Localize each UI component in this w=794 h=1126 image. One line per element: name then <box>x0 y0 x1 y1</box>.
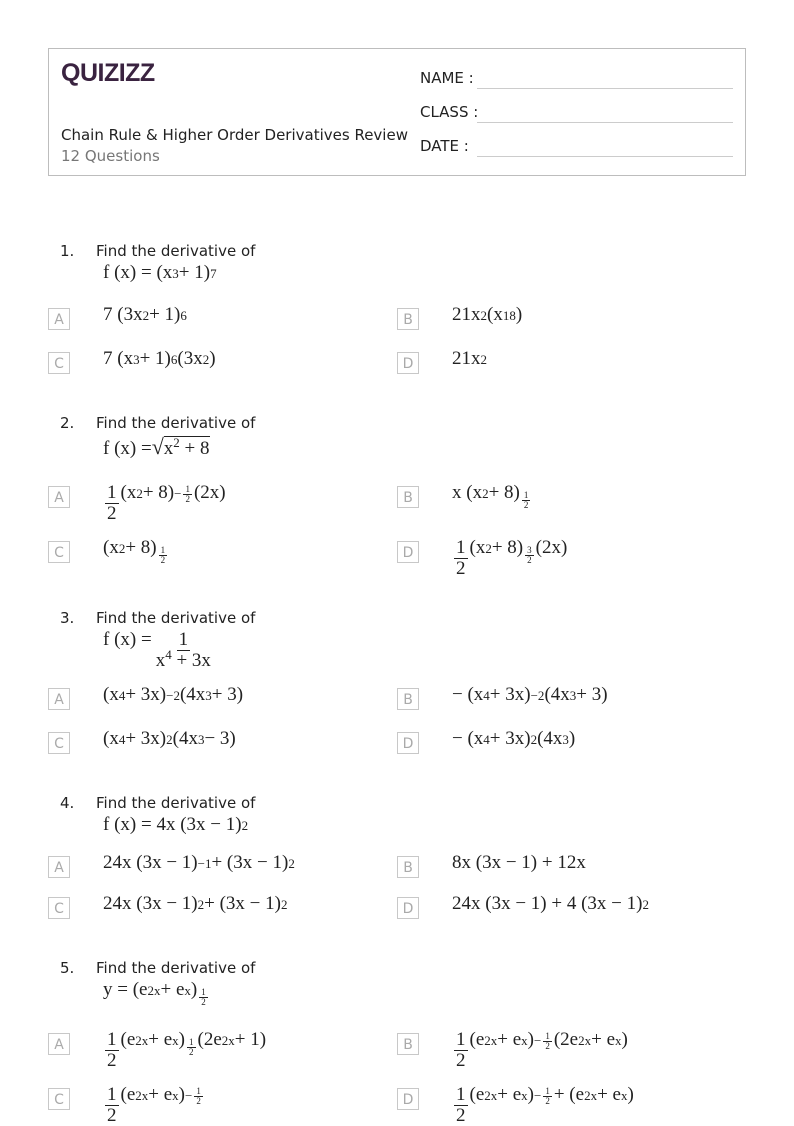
math-text: − (x <box>452 728 484 749</box>
math-text: 1 <box>107 1084 117 1105</box>
math-text: 2 <box>527 555 532 565</box>
math-text: 2 <box>107 502 117 524</box>
denominator <box>454 559 468 579</box>
math-text: + e <box>148 1084 173 1105</box>
option-expression: 24x (3x − 1) −1 + (3x − 1) 2 <box>103 852 295 873</box>
question-expression <box>103 629 215 671</box>
question-number: 1. <box>60 242 75 260</box>
option-letter-box[interactable]: D <box>397 732 419 754</box>
math-text: f (x) = <box>103 629 152 650</box>
math-text: 2 <box>523 500 529 510</box>
math-text: + 3x) <box>489 728 531 749</box>
option-expression: 7 (x 3 + 1) 6 (3x 2 ) <box>103 348 216 369</box>
math-text: 2 <box>545 1095 550 1106</box>
denominator <box>543 1042 552 1051</box>
date-line <box>477 156 733 157</box>
option-expression <box>452 852 586 874</box>
math-text: + 3) <box>576 684 608 705</box>
math-text: 24x (3x − 1) + 4 (3x − 1) <box>452 893 643 914</box>
math-text: (e <box>120 1084 136 1105</box>
math-text: + e <box>497 1029 522 1050</box>
math-text: + e <box>160 979 185 1000</box>
math-text: (e <box>469 1084 485 1105</box>
option-expression: $\frac{1}{2}$ (e 2x + e x ) − $\frac{1}{2}$ <box>103 1084 205 1126</box>
option-letter-box[interactable]: B <box>397 688 419 710</box>
option-letter-box[interactable]: A <box>48 308 70 330</box>
option-letter-box[interactable]: A <box>48 1033 70 1055</box>
math-text: + e <box>497 1084 522 1105</box>
math-text: 2 <box>196 1095 201 1106</box>
option-letter-box[interactable]: B <box>397 856 419 878</box>
math-text: 1 <box>196 1085 201 1096</box>
math-text: (4x <box>537 728 563 749</box>
exponent <box>197 988 210 1007</box>
fraction <box>105 1085 119 1126</box>
question-number: 5. <box>60 959 75 977</box>
math-text: ) <box>527 1084 534 1105</box>
math-text: (2e <box>553 1029 579 1050</box>
option-letter-box[interactable]: B <box>397 1033 419 1055</box>
math-text: x <box>155 649 166 671</box>
math-text: + 1) <box>139 348 171 369</box>
question-expression: f (x) = 4x (3x − 1) 2 <box>103 814 249 835</box>
math-text: + 8 <box>179 438 210 459</box>
question-number: 2. <box>60 414 75 432</box>
math-text: ) <box>178 1084 185 1105</box>
fraction <box>522 491 531 510</box>
math-text: 1 <box>185 483 190 494</box>
radical-sign-icon: √ <box>151 434 164 459</box>
option-expression: $\frac{1}{2}$ (e 2x + e x ) − $\frac{1}{2}$ + (e 2x + e x ) <box>456 1084 634 1126</box>
math-text: 1 <box>160 545 166 555</box>
math-text: + 3x <box>171 649 211 671</box>
math-text: + e <box>591 1029 616 1050</box>
name-label: NAME : <box>420 69 474 87</box>
option-expression: $\frac{1}{2}$ (x 2 + 8) − $\frac{1}{2}$ (2x) <box>107 482 226 524</box>
option-letter-box[interactable]: D <box>397 897 419 919</box>
class-label: CLASS : <box>420 103 479 121</box>
math-text: (2x) <box>193 482 226 503</box>
option-letter-box[interactable]: C <box>48 732 70 754</box>
denominator: x $^4$ + 3x <box>155 646 211 671</box>
worksheet-title: Chain Rule & Higher Order Derivatives Review <box>61 126 408 144</box>
fraction <box>105 1030 119 1071</box>
math-text: f (x) = <box>103 438 152 459</box>
exponent <box>157 546 170 565</box>
exponent: − $\frac{1}{2}$ <box>174 483 190 504</box>
math-text: 1 <box>178 629 189 650</box>
exponent <box>520 491 533 510</box>
math-text: 1 <box>189 1037 194 1047</box>
fraction <box>454 538 468 579</box>
option-expression: (x 4 + 3x) 2 (4x 3 − 3) <box>103 728 236 749</box>
denominator <box>194 1097 203 1106</box>
question-expression: f (x) = (x 3 + 1) 7 <box>103 262 217 283</box>
math-text: + 8) <box>491 537 524 558</box>
math-text: ) <box>515 304 523 325</box>
question-text: Find the derivative of <box>96 242 256 260</box>
math-text: 2 <box>545 1040 550 1051</box>
math-text: f (x) = (x <box>103 262 173 283</box>
math-text: (x <box>469 537 486 558</box>
math-text: + 1) <box>149 304 181 325</box>
math-text: + 3x) <box>125 684 167 705</box>
question-text: Find the derivative of <box>96 794 256 812</box>
exponent: − $\frac{1}{2}$ <box>185 1085 201 1106</box>
denominator <box>454 1051 468 1071</box>
fraction <box>194 1087 203 1106</box>
math-text: 2 <box>201 997 206 1007</box>
question-number: 3. <box>60 609 75 627</box>
worksheet-header <box>48 48 746 176</box>
math-text: 1 <box>545 1085 550 1096</box>
option-letter-box[interactable]: C <box>48 1088 70 1110</box>
math-text: + (3x − 1) <box>204 893 281 914</box>
math-text: 24x (3x − 1) <box>103 852 198 873</box>
math-text: 7 (3x <box>103 304 143 325</box>
numerator <box>454 1085 468 1106</box>
radicand: x $^2$ + 8 <box>163 434 210 459</box>
option-letter-box[interactable]: C <box>48 897 70 919</box>
math-text: (4x <box>544 684 570 705</box>
math-text: (3x <box>177 348 203 369</box>
question-number: 4. <box>60 794 75 812</box>
option-expression: (x 2 + 8) $_{\frac{1}{2}}$ <box>103 537 169 565</box>
exponent: − $\frac{1}{2}$ <box>534 1030 550 1051</box>
denominator <box>543 1097 552 1106</box>
math-text: 7 (x <box>103 348 134 369</box>
math-text: 2 <box>189 1047 194 1057</box>
math-text: − (x <box>452 684 484 705</box>
math-text: + 8) <box>125 537 157 558</box>
fraction <box>543 1032 552 1051</box>
numerator <box>105 483 119 504</box>
fraction <box>525 546 534 565</box>
option-letter-box[interactable]: C <box>48 352 70 374</box>
denominator <box>105 504 119 524</box>
math-text: + e <box>597 1084 621 1105</box>
name-line <box>477 88 733 89</box>
fraction <box>199 988 208 1007</box>
exponent <box>523 546 536 565</box>
math-text: + 1) <box>178 262 211 283</box>
math-text: + 8) <box>488 482 520 503</box>
numerator <box>105 1085 119 1106</box>
numerator <box>454 1030 468 1051</box>
math-text: (x <box>103 728 119 749</box>
question-text: Find the derivative of <box>96 959 256 977</box>
option-letter-box[interactable]: A <box>48 688 70 710</box>
option-expression: $\frac{1}{2}$ (e 2x + e x ) − $\frac{1}{2}$ (2e 2x + e x ) <box>456 1029 628 1071</box>
option-letter-box[interactable]: C <box>48 541 70 563</box>
name-field[interactable] <box>420 69 474 87</box>
math-text: + (3x − 1) <box>211 852 289 873</box>
math-text: (e <box>469 1029 485 1050</box>
option-letter-box[interactable]: D <box>397 541 419 563</box>
option-expression: 7 (3x 2 + 1) 6 <box>103 304 187 325</box>
math-text: 24x (3x − 1) <box>103 893 198 914</box>
question-text: Find the derivative of <box>96 609 256 627</box>
numerator <box>177 630 191 651</box>
math-text: 3 <box>527 545 532 555</box>
math-text: ) <box>178 1029 185 1050</box>
math-text: 1 <box>523 490 529 500</box>
math-text: + 3x) <box>125 728 167 749</box>
math-text: 1 <box>456 537 466 558</box>
math-text: 1 <box>545 1030 550 1041</box>
denominator <box>187 1048 196 1057</box>
math-text: ) <box>627 1084 634 1105</box>
option-letter-box[interactable]: A <box>48 486 70 508</box>
quizizz-logo: QUIZIZZ <box>61 59 155 87</box>
fraction <box>454 1030 468 1071</box>
math-text: f (x) = 4x (3x − 1) <box>103 814 242 835</box>
math-text: ) <box>190 979 198 1000</box>
math-text: (x <box>487 304 503 325</box>
math-text: + 8) <box>142 482 175 503</box>
option-letter-box[interactable]: B <box>397 308 419 330</box>
math-text: ) <box>568 728 576 749</box>
option-expression: $\frac{1}{2}$ (e 2x + e x ) $_{\frac{1}{2}}$ (2e 2x + 1) <box>107 1029 267 1071</box>
math-text: (4x <box>179 684 206 705</box>
math-text: 2 <box>160 555 166 565</box>
math-text: (x <box>103 537 119 558</box>
math-text: (x <box>120 482 137 503</box>
math-text: + 1) <box>234 1029 267 1050</box>
denominator <box>105 1051 119 1071</box>
class-line <box>477 122 733 123</box>
math-text: (2x) <box>535 537 568 558</box>
math-text: ) <box>621 1029 628 1050</box>
date-label: DATE : <box>420 137 469 155</box>
math-text: (4x <box>172 728 198 749</box>
option-expression: − (x 4 + 3x) −2 (4x 3 + 3) <box>452 684 608 705</box>
math-text: 2 <box>107 1104 117 1126</box>
math-text: 2 <box>456 1104 466 1126</box>
fraction <box>183 485 192 504</box>
math-text: 1 <box>107 482 117 503</box>
square-root <box>152 434 210 460</box>
option-letter-box[interactable]: A <box>48 856 70 878</box>
fraction <box>154 630 213 671</box>
math-text: (2e <box>197 1029 222 1050</box>
math-text: 2 <box>456 1049 466 1071</box>
math-text: (e <box>120 1029 136 1050</box>
math-text: + 3) <box>211 684 244 705</box>
numerator <box>105 1030 119 1051</box>
fraction <box>105 483 119 524</box>
math-text: 2 <box>107 1049 117 1071</box>
math-text: 2 <box>456 557 466 579</box>
math-text: y = (e <box>103 979 148 1000</box>
math-text: 1 <box>201 987 206 997</box>
math-text: + 3x) <box>489 684 531 705</box>
math-text: − 3) <box>204 728 236 749</box>
denominator <box>159 556 168 565</box>
option-letter-box[interactable]: D <box>397 352 419 374</box>
option-letter-box[interactable]: B <box>397 486 419 508</box>
question-expression: y = (e 2x + e x ) $_{\frac{1}{2}}$ <box>103 979 210 1007</box>
math-text: 2 <box>185 493 190 504</box>
fraction <box>543 1087 552 1106</box>
math-text: ) <box>209 348 216 369</box>
math-text: 1 <box>107 1029 117 1050</box>
question-text: Find the derivative of <box>96 414 256 432</box>
exponent <box>185 1038 198 1057</box>
denominator <box>522 501 531 510</box>
option-expression: 21x 2 (x 18 ) <box>452 304 523 325</box>
class-field[interactable] <box>420 103 478 121</box>
option-letter-box[interactable]: D <box>397 1088 419 1110</box>
option-expression: 24x (3x − 1) 2 + (3x − 1) 2 <box>103 893 288 914</box>
option-expression: 24x (3x − 1) + 4 (3x − 1) 2 <box>452 893 649 914</box>
fraction <box>159 546 168 565</box>
math-text: ) <box>527 1029 534 1050</box>
math-text: x (x <box>452 482 483 503</box>
math-text: 21x <box>452 348 481 369</box>
numerator <box>454 538 468 559</box>
question-count: 12 Questions <box>61 147 160 165</box>
math-text: + (e <box>553 1084 585 1105</box>
math-text: 1 <box>456 1084 466 1105</box>
math-text: 1 <box>456 1029 466 1050</box>
option-expression: − (x 4 + 3x) 2 (4x 3 ) <box>452 728 576 749</box>
math-text: + e <box>148 1029 173 1050</box>
option-expression: (x 4 + 3x) −2 (4x 3 + 3) <box>103 684 244 705</box>
denominator <box>199 998 208 1007</box>
denominator <box>525 556 534 565</box>
option-expression: $\frac{1}{2}$ (x 2 + 8) $_{\frac{3}{2}}$ (2x) <box>456 537 568 579</box>
question-expression <box>103 434 210 460</box>
math-text: 21x <box>452 304 481 325</box>
option-expression: x (x 2 + 8) $_{\frac{1}{2}}$ <box>452 482 532 510</box>
fraction <box>454 1085 468 1126</box>
exponent: − $\frac{1}{2}$ <box>534 1085 550 1106</box>
date-field[interactable] <box>420 137 469 155</box>
fraction <box>187 1038 196 1057</box>
math-text: 8x (3x − 1) + 12x <box>452 852 586 873</box>
math-text: (x <box>103 684 119 705</box>
denominator <box>183 495 192 504</box>
option-expression: 21x 2 <box>452 348 487 369</box>
math-text: x <box>163 438 174 459</box>
